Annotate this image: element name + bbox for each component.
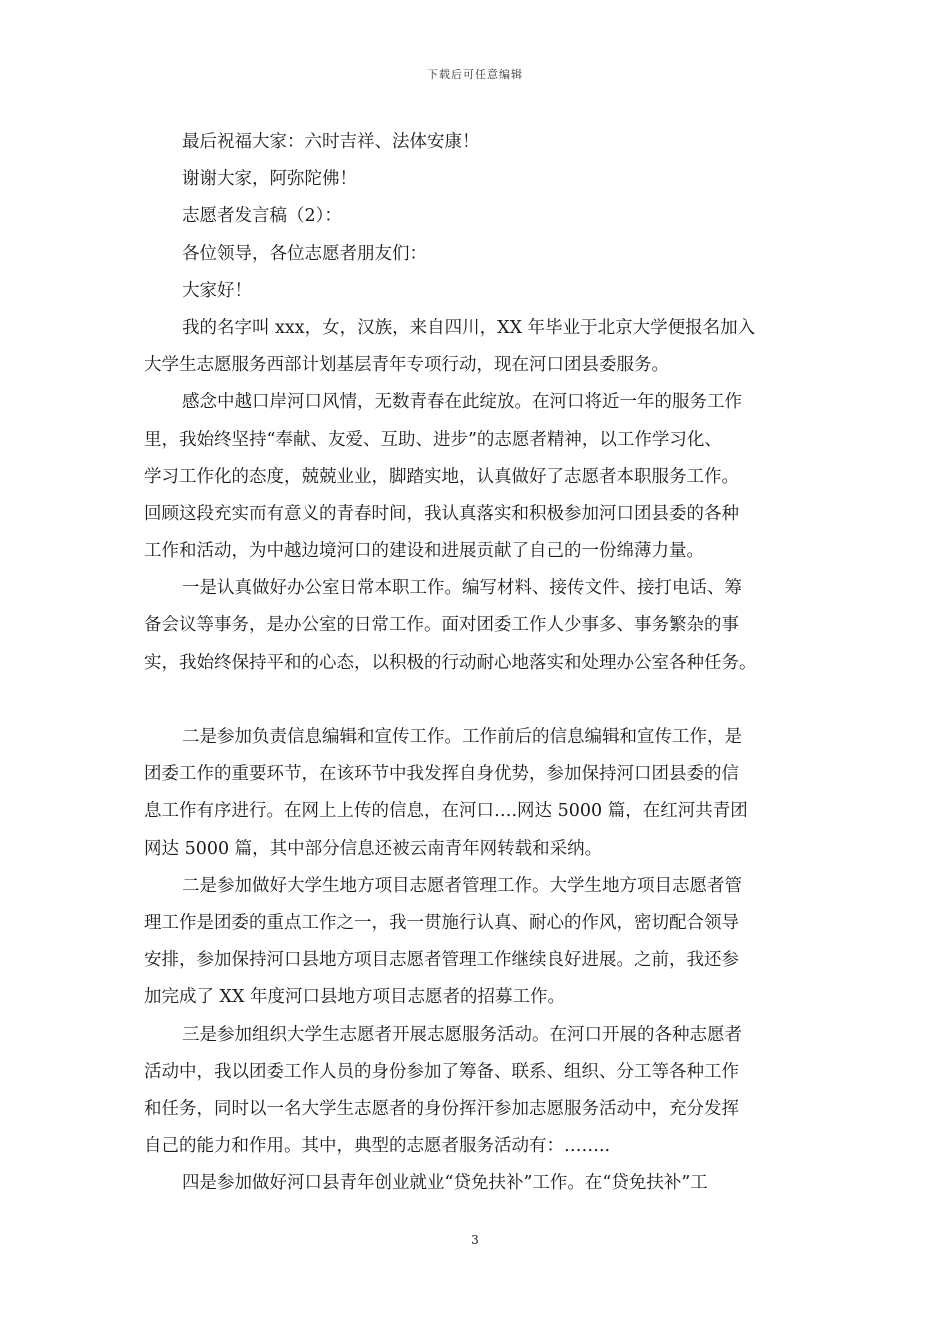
text-line: 和任务，同时以一名大学生志愿者的身份挥汗参加志愿服务活动中，充分发挥 [144,1098,739,1119]
text-line: 网达 5000 篇，其中部分信息还被云南青年网转载和采纳。 [144,838,603,859]
text-line: 最后祝福大家：六时吉祥、法体安康！ [182,132,480,152]
text-line: 二是参加负责信息编辑和宣传工作。工作前后的信息编辑和宣传工作，是 [182,727,742,747]
text-line: 我的名字叫 xxx，女，汉族，来自四川，XX 年毕业于北京大学便报名加入 [182,317,756,338]
text-line: 各位领导，各位志愿者朋友们： [182,243,427,264]
text-line: 谢谢大家，阿弥陀佛！ [182,169,357,190]
text-line: 加完成了 XX 年度河口县地方项目志愿者的招募工作。 [144,987,566,1008]
text-line: 实，我始终保持平和的心态，以积极的行动耐心地落实和处理办公室各种任务。 [144,652,757,673]
page-number: 3 [471,1233,479,1247]
text-line: 息工作有序进行。在网上上传的信息，在河口….网达 5000 篇，在红河共青团 [144,801,748,822]
document-body [144,124,812,1202]
page-header: 下载后可任意编辑 [427,68,523,81]
text-line: 三是参加组织大学生志愿者开展志愿服务活动。在河口开展的各种志愿者 [182,1024,742,1045]
text-line: 感念中越口岸河口风情，无数青春在此绽放。在河口将近一年的服务工作 [182,392,742,413]
blank-line [144,682,812,719]
text-line: 里，我始终坚持“奉献、友爱、互助、进步”的志愿者精神，以工作学习化、 [144,429,722,450]
text-line: 回顾这段充实而有意义的青春时间，我认真落实和积极参加河口团县委的各种 [144,503,739,524]
text-line: 活动中，我以团委工作人员的身份参加了筹备、联系、组织、分工等各种工作 [144,1061,739,1082]
text-line: 一是认真做好办公室日常本职工作。编写材料、接传文件、接打电话、筹 [182,578,742,599]
text-line: 安排，参加保持河口县地方项目志愿者管理工作继续良好进展。之前，我还参 [144,950,739,971]
text-line: 二是参加做好大学生地方项目志愿者管理工作。大学生地方项目志愿者管 [182,875,742,896]
text-line: 大家好！ [182,280,252,301]
text-line: 自己的能力和作用。其中，典型的志愿者服务活动有：…….. [144,1136,611,1157]
text-line: 学习工作化的态度，兢兢业业，脚踏实地，认真做好了志愿者本职服务工作。 [144,466,739,487]
text-line: 工作和活动，为中越边境河口的建设和进展贡献了自己的一份绵薄力量。 [144,541,704,562]
text-line: 理工作是团委的重点工作之一，我一贯施行认真、耐心的作风，密切配合领导 [144,912,739,933]
text-line: 团委工作的重要环节，在该环节中我发挥自身优势，参加保持河口团县委的信 [144,764,739,785]
text-line: 四是参加做好河口县青年创业就业“贷免扶补”工作。在“贷免扶补”工 [182,1173,708,1194]
text-line: 大学生志愿服务西部计划基层青年专项行动，现在河口团县委服务。 [144,355,669,376]
text-line: 志愿者发言稿（2）： [182,206,342,227]
text-line: 备会议等事务，是办公室的日常工作。面对团委工作人少事多、事务繁杂的事 [144,615,739,636]
